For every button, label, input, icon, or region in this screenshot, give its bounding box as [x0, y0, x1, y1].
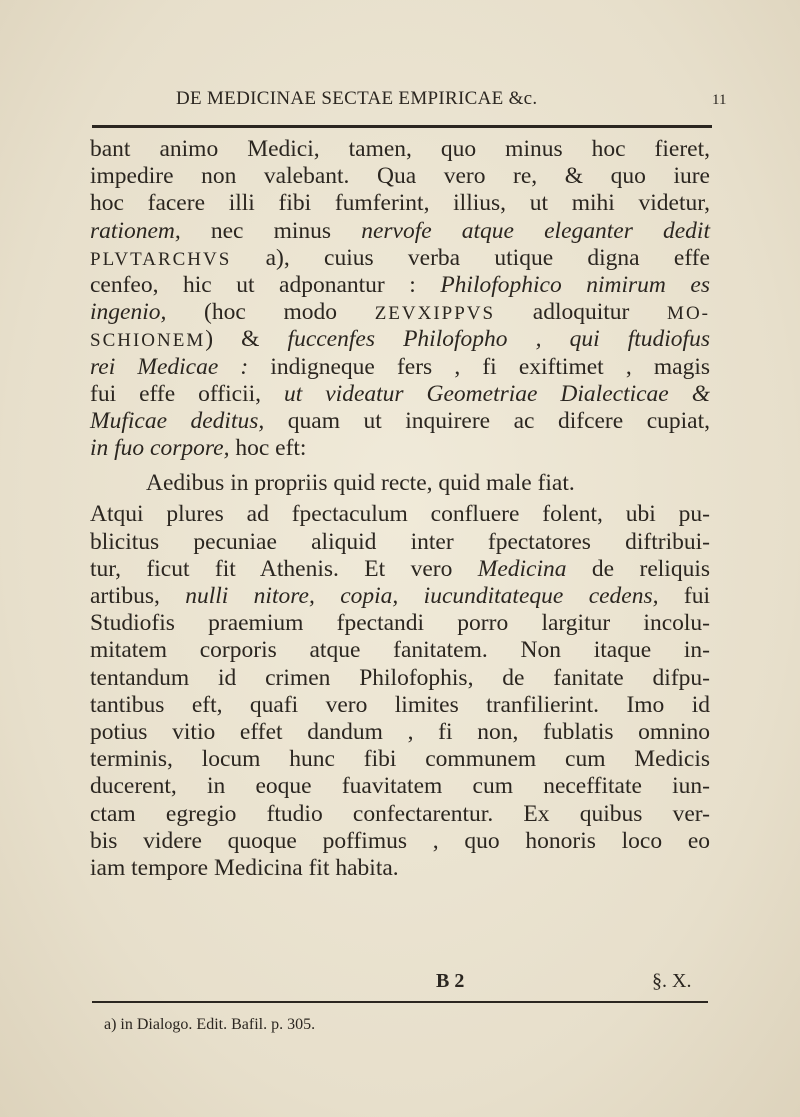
- header-rule: [92, 125, 712, 128]
- paragraph-2: [90, 501, 710, 882]
- roman-text: adloquitur: [495, 299, 668, 326]
- text-line: potius vitio effet dandum , fi non, fublatis omnino: [90, 718, 710, 745]
- text-line: tentandum id crimen Philofophis, de fanitate difpu-: [90, 664, 710, 691]
- text-line: [90, 556, 710, 583]
- small-caps-name: ZEVXIPPVS: [374, 303, 496, 325]
- text-line: Atqui plures ad fpectaculum confluere folent, ubi pu-: [90, 501, 710, 528]
- text-line: bant animo Medici, tamen, quo minus hoc fieret,: [90, 136, 710, 162]
- text-line: hoc facere illi fibi fumferint, illius, ut mihi videtur,: [90, 190, 710, 217]
- text-line: tantibus eft, quafi vero limites tranfilierint. Imo id: [90, 691, 710, 718]
- small-caps-name: PLVTARCHVS: [90, 248, 232, 270]
- roman-text: cenfeo, hic ut adponantur :: [90, 271, 441, 298]
- roman-text: fui effe officii,: [90, 380, 284, 407]
- text-line: impedire non valebant. Qua vero re, & quo iure: [90, 163, 710, 190]
- text-line: terminis, locum hunc fibi communem cum Medicis: [90, 746, 710, 773]
- text-line: [90, 272, 710, 299]
- text-line: blicitus pecuniae aliquid inter fpectatores diftribui-: [90, 528, 710, 555]
- roman-text: tur, ficut fit Athenis. Et vero: [90, 555, 478, 582]
- roman-text: (hoc modo: [166, 299, 375, 326]
- italic-text: Philofophico nimirum es: [440, 271, 710, 298]
- footnote-rule: [92, 1001, 708, 1003]
- italic-text: ingenio,: [90, 299, 167, 326]
- text-line: [90, 435, 710, 462]
- italic-text: Medicina: [477, 555, 567, 582]
- running-title: DE MEDICINAE SECTAE EMPIRICAE &c.: [176, 88, 538, 109]
- italic-text: nulli nitore, copia, iucunditateque cedens,: [185, 583, 659, 609]
- italic-text: rationem,: [90, 217, 181, 244]
- text-line: [90, 245, 710, 272]
- text-line: bis videre quoque poffimus , quo honoris loco eo: [90, 827, 710, 854]
- catchword: §. X.: [652, 970, 692, 992]
- roman-text: ) &: [205, 326, 288, 353]
- text-line: ctam egregio ftudio confectarentur. Ex quibus ver-: [90, 800, 710, 827]
- small-caps-name: SCHIONEM: [90, 330, 206, 352]
- text-line: [90, 299, 710, 326]
- small-caps-name: MO-: [667, 303, 710, 325]
- roman-text: a), cuius verba utique digna effe: [231, 244, 710, 271]
- roman-text: nec minus: [180, 217, 362, 244]
- italic-text: fuccenfes Philofopho , qui ftudiofus: [287, 326, 710, 353]
- italic-text: nervofe atque eleganter dedit: [361, 217, 710, 244]
- main-text: [90, 136, 710, 882]
- roman-text: quam ut inquirere ac difcere cupiat,: [264, 407, 710, 434]
- text-line: [90, 408, 710, 435]
- text-line: ducerent, in eoque fuavitatem cum neceffitate iun-: [90, 773, 710, 800]
- signature-mark: B 2: [436, 970, 465, 992]
- footnote: a) in Dialogo. Edit. Bafil. p. 305.: [104, 1016, 316, 1033]
- italic-text: Muficae deditus,: [90, 407, 265, 434]
- text-line: iam tempore Medicina fit habita.: [90, 854, 399, 881]
- text-line: [90, 218, 710, 245]
- roman-text: de reliquis: [566, 555, 711, 582]
- roman-text: fui: [658, 583, 710, 609]
- roman-text: indigneque fers , fi exiftimet , magis: [248, 353, 710, 380]
- text-line: [90, 583, 710, 610]
- page-number: 11: [712, 92, 727, 108]
- italic-text: rei Medicae :: [90, 353, 249, 380]
- italic-text: ut videatur Geometriae Dialecticae &: [283, 380, 710, 407]
- text-line: Studiofis praemium fpectandi porro largitur incolu-: [90, 610, 710, 637]
- paragraph-1: [90, 136, 710, 462]
- text-line: mitatem corporis atque fanitatem. Non itaque in-: [90, 637, 710, 664]
- text-line: [90, 381, 710, 408]
- roman-text: artibus,: [90, 583, 186, 609]
- roman-text: hoc eft:: [229, 435, 307, 462]
- text-line: [90, 354, 710, 381]
- quoted-verse: Aedibus in propriis quid recte, quid male fiat.: [146, 470, 575, 497]
- text-line: [90, 326, 710, 353]
- italic-text: in fuo corpore,: [90, 435, 230, 462]
